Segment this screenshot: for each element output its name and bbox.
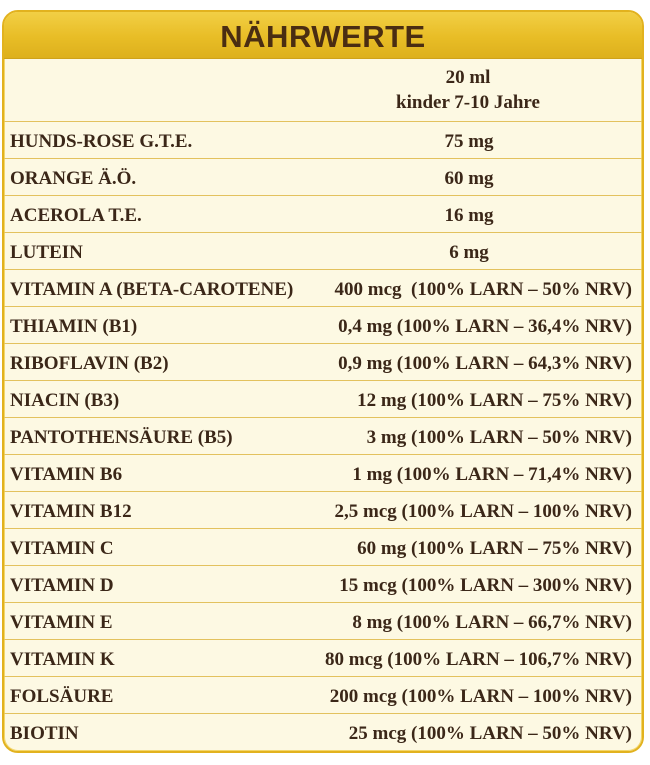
nutrient-name: NIACIN (B3) (10, 390, 120, 411)
nutrient-name: LUTEIN (10, 242, 83, 263)
nutrient-name: VITAMIN E (10, 612, 113, 633)
nutrient-name: VITAMIN C (10, 538, 114, 559)
table-row (4, 233, 642, 270)
nutrient-value: 16 mg (444, 205, 494, 226)
nutrient-name: VITAMIN A (BETA-CAROTENE) (10, 279, 294, 300)
nutrient-name: HUNDS-ROSE G.T.E. (10, 131, 193, 152)
nutrient-value: 60 mg (444, 168, 494, 189)
nutrient-value: 2,5 mcg (100% LARN – 100% NRV) (334, 501, 632, 522)
nutrient-rows (4, 122, 642, 751)
table-row (4, 714, 642, 751)
table-row (4, 344, 642, 381)
table-row (4, 122, 642, 159)
nutrient-name: ORANGE Ä.Ö. (10, 168, 137, 189)
table-row (4, 492, 642, 529)
table-row (4, 603, 642, 640)
table-row (4, 270, 642, 307)
nutrient-name: VITAMIN B6 (10, 464, 123, 485)
nutrient-name: VITAMIN K (10, 649, 115, 670)
nutrient-value: 0,4 mg (100% LARN – 36,4% NRV) (338, 316, 632, 337)
nutrient-name: BIOTIN (10, 723, 79, 744)
nutrient-value: 75 mg (444, 131, 494, 152)
table-row (4, 677, 642, 714)
table-row (4, 418, 642, 455)
nutrition-table-card (2, 10, 644, 753)
table-title: NÄHRWERTE (220, 19, 426, 54)
serving-header (294, 65, 642, 115)
title-bar (4, 12, 642, 59)
nutrient-value: 80 mcg (100% LARN – 106,7% NRV) (325, 649, 632, 670)
table-row (4, 529, 642, 566)
table-row (4, 381, 642, 418)
table-row (4, 196, 642, 233)
table-row (4, 455, 642, 492)
nutrient-name: FOLSÄURE (10, 686, 114, 707)
nutrient-value: 400 mcg (100% LARN – 50% NRV) (334, 279, 632, 300)
nutrient-value: 1 mg (100% LARN – 71,4% NRV) (352, 464, 632, 485)
nutrient-name: VITAMIN D (10, 575, 114, 596)
nutrient-value: 8 mg (100% LARN – 66,7% NRV) (352, 612, 632, 633)
nutrient-value: 6 mg (449, 242, 489, 263)
nutrient-value: 3 mg (100% LARN – 50% NRV) (366, 427, 632, 448)
table-row (4, 307, 642, 344)
nutrient-name: PANTOTHENSÄURE (B5) (10, 427, 233, 448)
nutrient-name: VITAMIN B12 (10, 501, 132, 522)
nutrient-value: 60 mg (100% LARN – 75% NRV) (357, 538, 632, 559)
nutrient-value: 25 mcg (100% LARN – 50% NRV) (348, 723, 632, 744)
serving-portion: 20 ml (445, 67, 491, 88)
nutrient-value: 12 mg (100% LARN – 75% NRV) (357, 390, 632, 411)
nutrient-value: 15 mcg (100% LARN – 300% NRV) (339, 575, 632, 596)
nutrient-name: RIBOFLAVIN (B2) (10, 353, 169, 374)
nutrient-value: 0,9 mg (100% LARN – 64,3% NRV) (338, 353, 632, 374)
nutrient-name: THIAMIN (B1) (10, 316, 138, 337)
table-row (4, 640, 642, 677)
table-row (4, 159, 642, 196)
nutrient-value: 200 mcg (100% LARN – 100% NRV) (329, 686, 632, 707)
table-row (4, 566, 642, 603)
serving-group: kinder 7-10 Jahre (396, 92, 540, 113)
column-header-row (4, 59, 642, 122)
nutrient-name: ACEROLA T.E. (10, 205, 142, 226)
